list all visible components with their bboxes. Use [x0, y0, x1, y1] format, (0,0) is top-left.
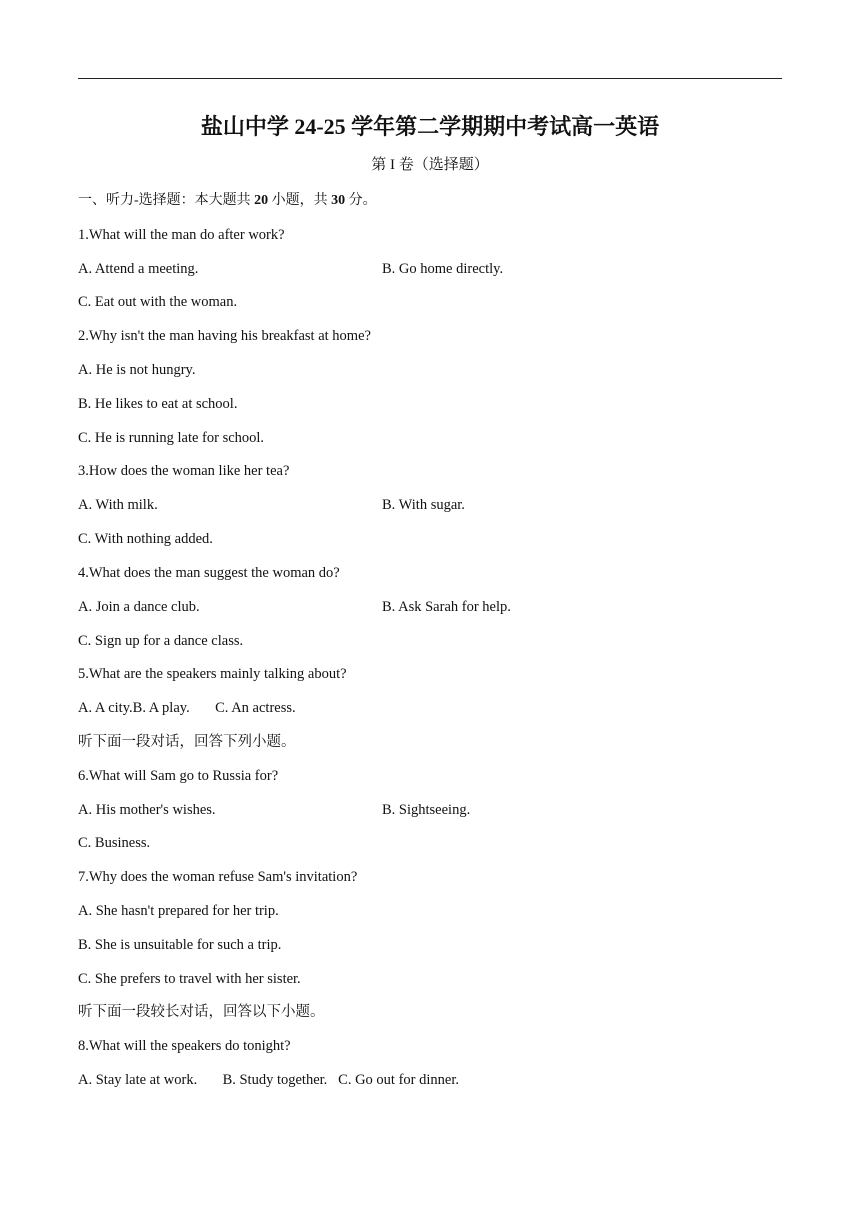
option-3b: B. With sugar.: [382, 497, 465, 513]
header-rule: [78, 78, 782, 79]
option-6c: C. Business.: [78, 835, 151, 851]
section-score: 30: [331, 193, 346, 208]
section-suffix: 分。: [345, 193, 377, 208]
option-3a: A. With milk.: [78, 497, 158, 513]
question-1: 1.What will the man do after work?: [78, 227, 285, 243]
option-7b: B. She is unsuitable for such a trip.: [78, 937, 282, 953]
instruction-1: 听下面一段对话，回答下列小题。: [78, 734, 296, 750]
section-count: 20: [254, 193, 269, 208]
option-2c: C. He is running late for school.: [78, 430, 265, 446]
section-prefix: 一、听力-选择题：本大题共: [78, 193, 255, 208]
question-8: 8.What will the speakers do tonight?: [78, 1038, 291, 1054]
option-4a: A. Join a dance club.: [78, 599, 200, 615]
question-7: 7.Why does the woman refuse Sam's invitation?: [78, 869, 358, 885]
option-7a: A. She hasn't prepared for her trip.: [78, 903, 279, 919]
instruction-2: 听下面一段较长对话，回答以下小题。: [78, 1004, 325, 1020]
option-4b: B. Ask Sarah for help.: [382, 599, 511, 615]
options-5: A. A city.B. A play. C. An actress.: [78, 700, 296, 716]
section-heading: [78, 191, 377, 211]
option-1b: B. Go home directly.: [382, 261, 504, 277]
question-3: 3.How does the woman like her tea?: [78, 463, 290, 479]
option-6b: B. Sightseeing.: [382, 802, 471, 818]
question-6: 6.What will Sam go to Russia for?: [78, 768, 279, 784]
question-4: 4.What does the man suggest the woman do?: [78, 565, 340, 581]
option-7c: C. She prefers to travel with her sister.: [78, 971, 301, 987]
option-2a: A. He is not hungry.: [78, 362, 196, 378]
section-mid: 小题，共: [268, 193, 332, 208]
options-8: A. Stay late at work. B. Study together. C. Go out for dinner.: [78, 1072, 459, 1088]
option-1a: A. Attend a meeting.: [78, 261, 199, 277]
option-6a: A. His mother's wishes.: [78, 802, 216, 818]
volume-heading: 第 I 卷（选择题）: [371, 157, 489, 173]
option-2b: B. He likes to eat at school.: [78, 396, 238, 412]
option-3c: C. With nothing added.: [78, 531, 213, 547]
question-5: 5.What are the speakers mainly talking about?: [78, 666, 347, 682]
option-4c: C. Sign up for a dance class.: [78, 633, 244, 649]
page-title: 盐山中学 24-25 学年第二学期期中考试高一英语: [200, 114, 660, 139]
question-2: 2.Why isn't the man having his breakfast at home?: [78, 328, 371, 344]
option-1c: C. Eat out with the woman.: [78, 294, 238, 310]
